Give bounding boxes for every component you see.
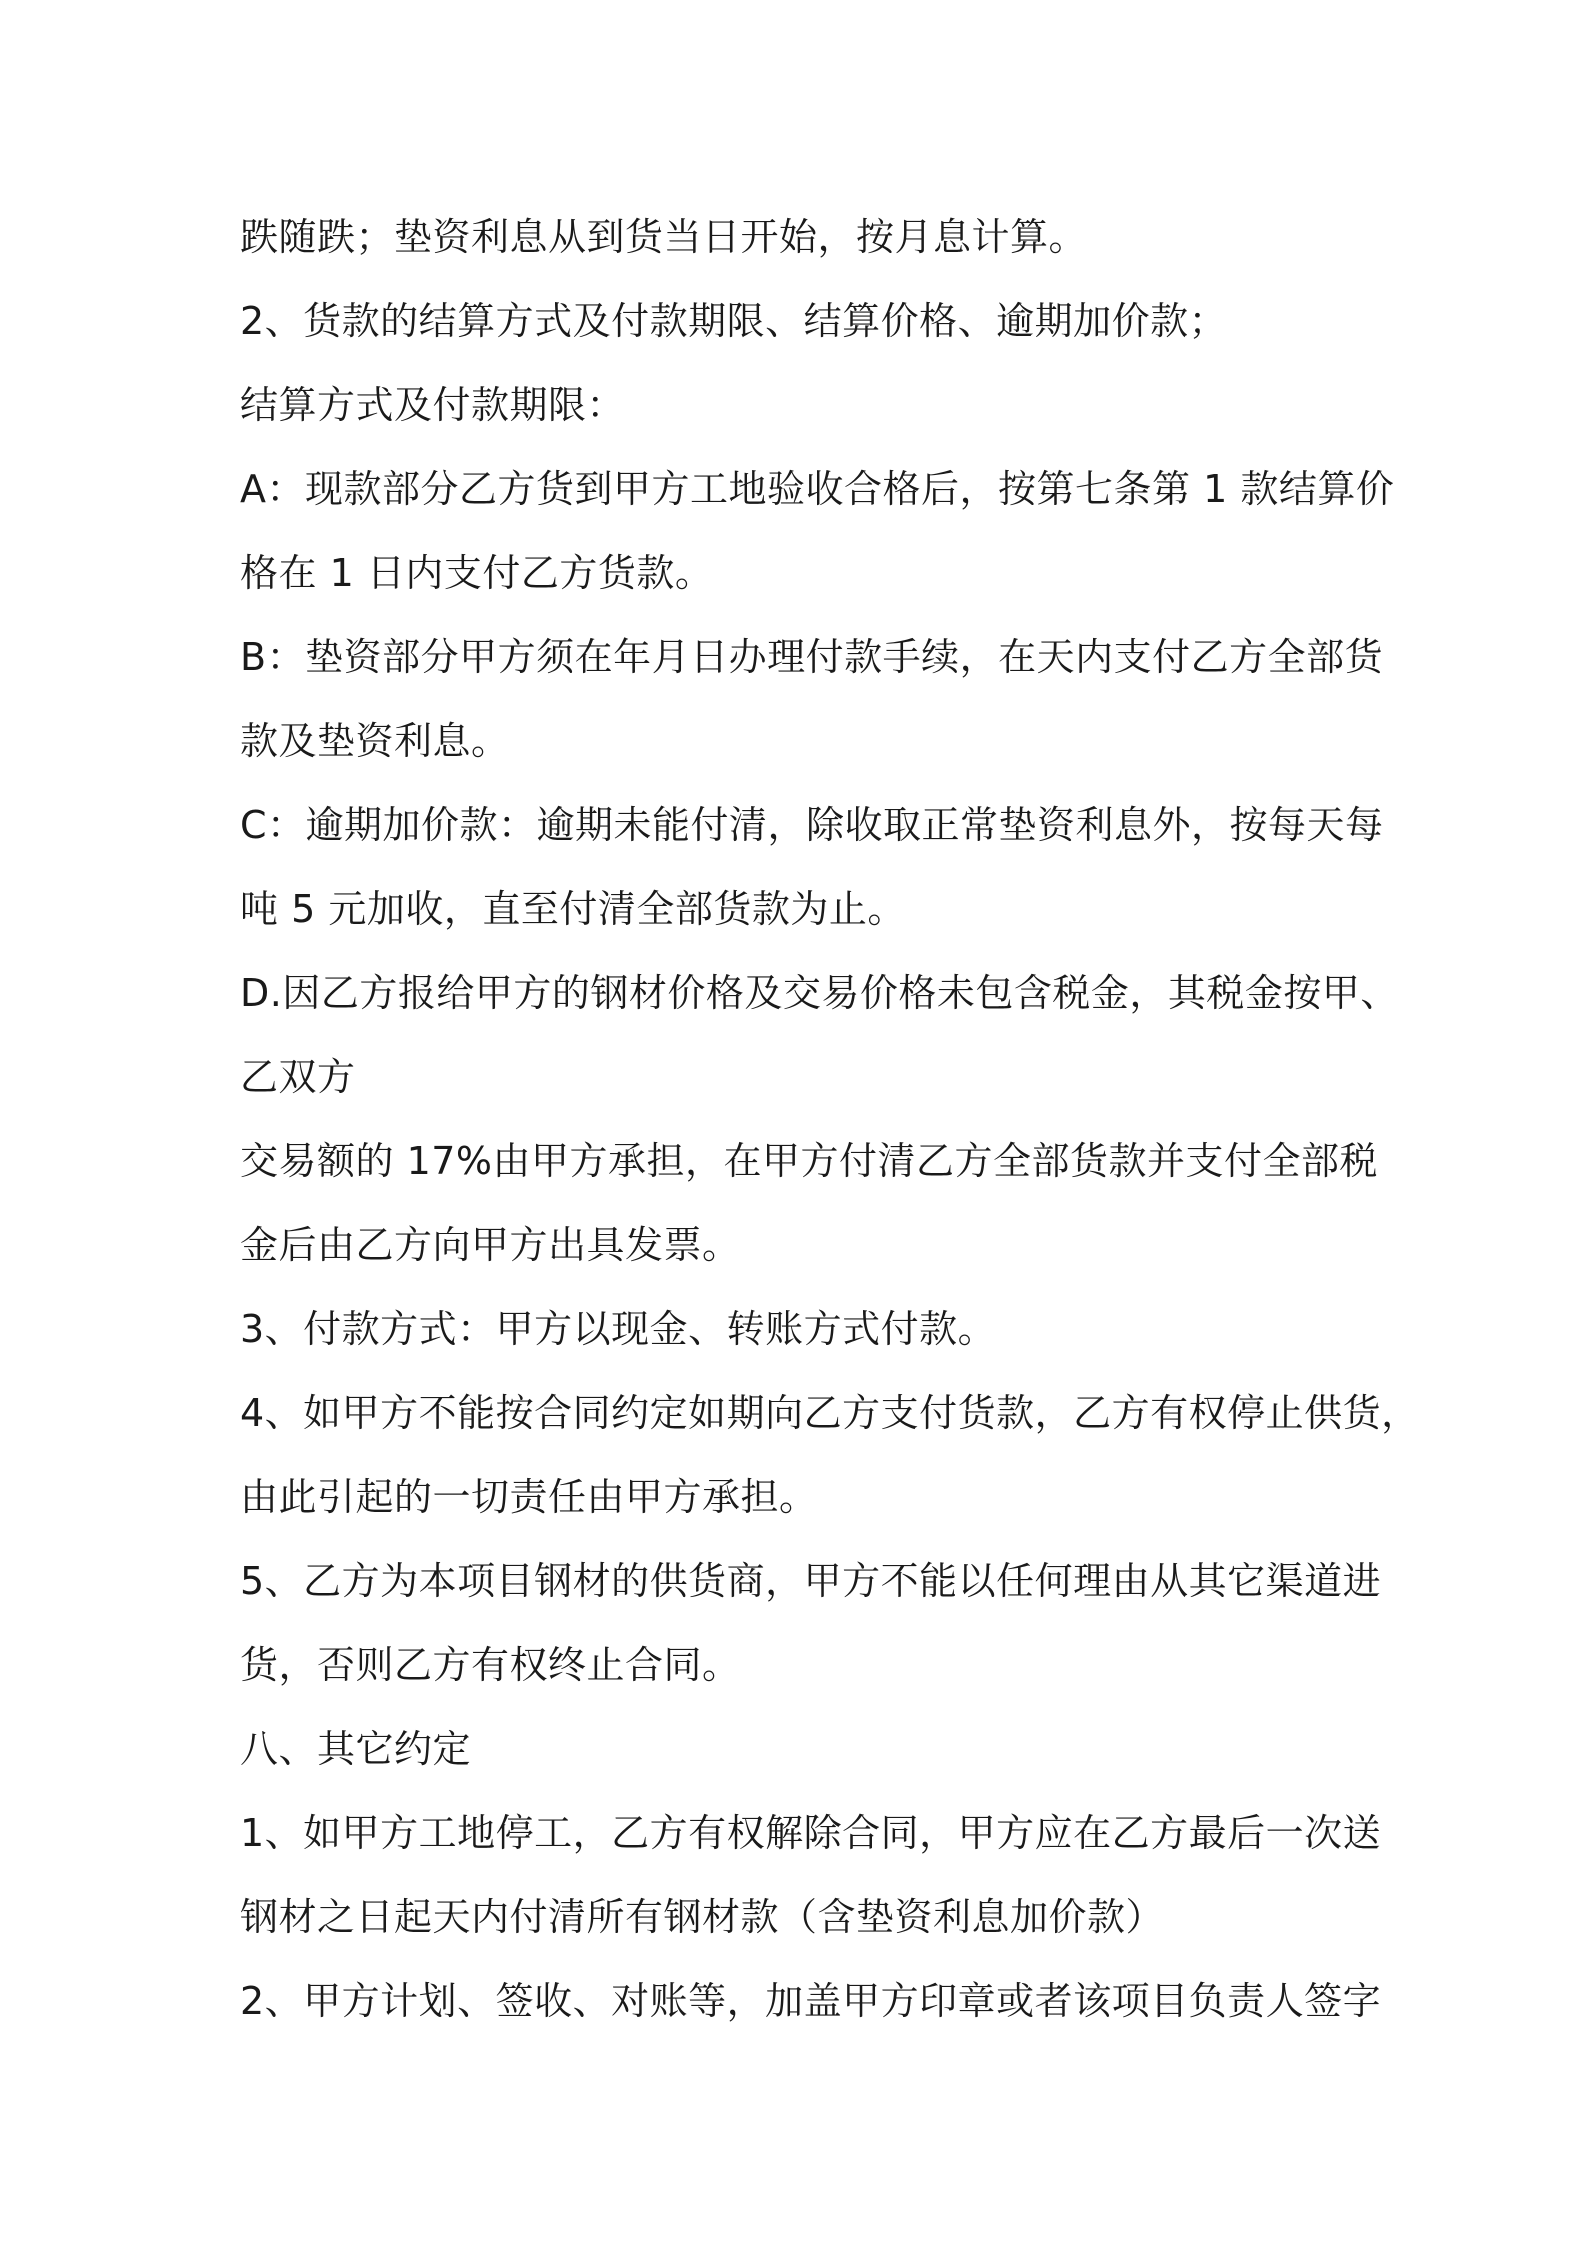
text-line: 格在 1 日内支付乙方货款。 <box>240 551 714 595</box>
text-line: D.因乙方报给甲方的钢材价格及交易价格未包含税金，其税金按甲、 <box>240 971 1399 1015</box>
section-heading: 八、其它约定 <box>240 1727 472 1771</box>
text-line: 交易额的 17%由甲方承担，在甲方付清乙方全部货款并支付全部税 <box>240 1139 1379 1183</box>
text-line: 5、乙方为本项目钢材的供货商，甲方不能以任何理由从其它渠道进 <box>240 1559 1382 1603</box>
text-line: 吨 5 元加收，直至付清全部货款为止。 <box>240 887 906 931</box>
text-line: 乙双方 <box>240 1055 356 1099</box>
document-body <box>240 195 1420 2043</box>
text-line: 2、货款的结算方式及付款期限、结算价格、逾期加价款； <box>240 299 1228 343</box>
text-line: 钢材之日起天内付清所有钢材款（含垫资利息加价款） <box>240 1895 1165 1939</box>
text-line: 4、如甲方不能按合同约定如期向乙方支付货款，乙方有权停止供货， <box>240 1391 1420 1435</box>
text-line: 跌随跌；垫资利息从到货当日开始，按月息计算。 <box>240 215 1088 259</box>
text-line: 结算方式及付款期限： <box>240 383 626 427</box>
text-line: B：垫资部分甲方须在年月日办理付款手续，在天内支付乙方全部货 <box>240 635 1384 679</box>
text-line: 3、付款方式：甲方以现金、转账方式付款。 <box>240 1307 997 1351</box>
text-line: A：现款部分乙方货到甲方工地验收合格后，按第七条第 1 款结算价 <box>240 467 1395 511</box>
text-line: C：逾期加价款：逾期未能付清，除收取正常垫资利息外，按每天每 <box>240 803 1384 847</box>
text-line: 由此引起的一切责任由甲方承担。 <box>240 1475 818 1519</box>
text-line: 1、如甲方工地停工，乙方有权解除合同，甲方应在乙方最后一次送 <box>240 1811 1382 1855</box>
text-line: 2、甲方计划、签收、对账等，加盖甲方印章或者该项目负责人签字 <box>240 1979 1382 2023</box>
text-line: 金后由乙方向甲方出具发票。 <box>240 1223 741 1267</box>
text-line: 货，否则乙方有权终止合同。 <box>240 1643 741 1687</box>
text-line: 款及垫资利息。 <box>240 719 510 763</box>
